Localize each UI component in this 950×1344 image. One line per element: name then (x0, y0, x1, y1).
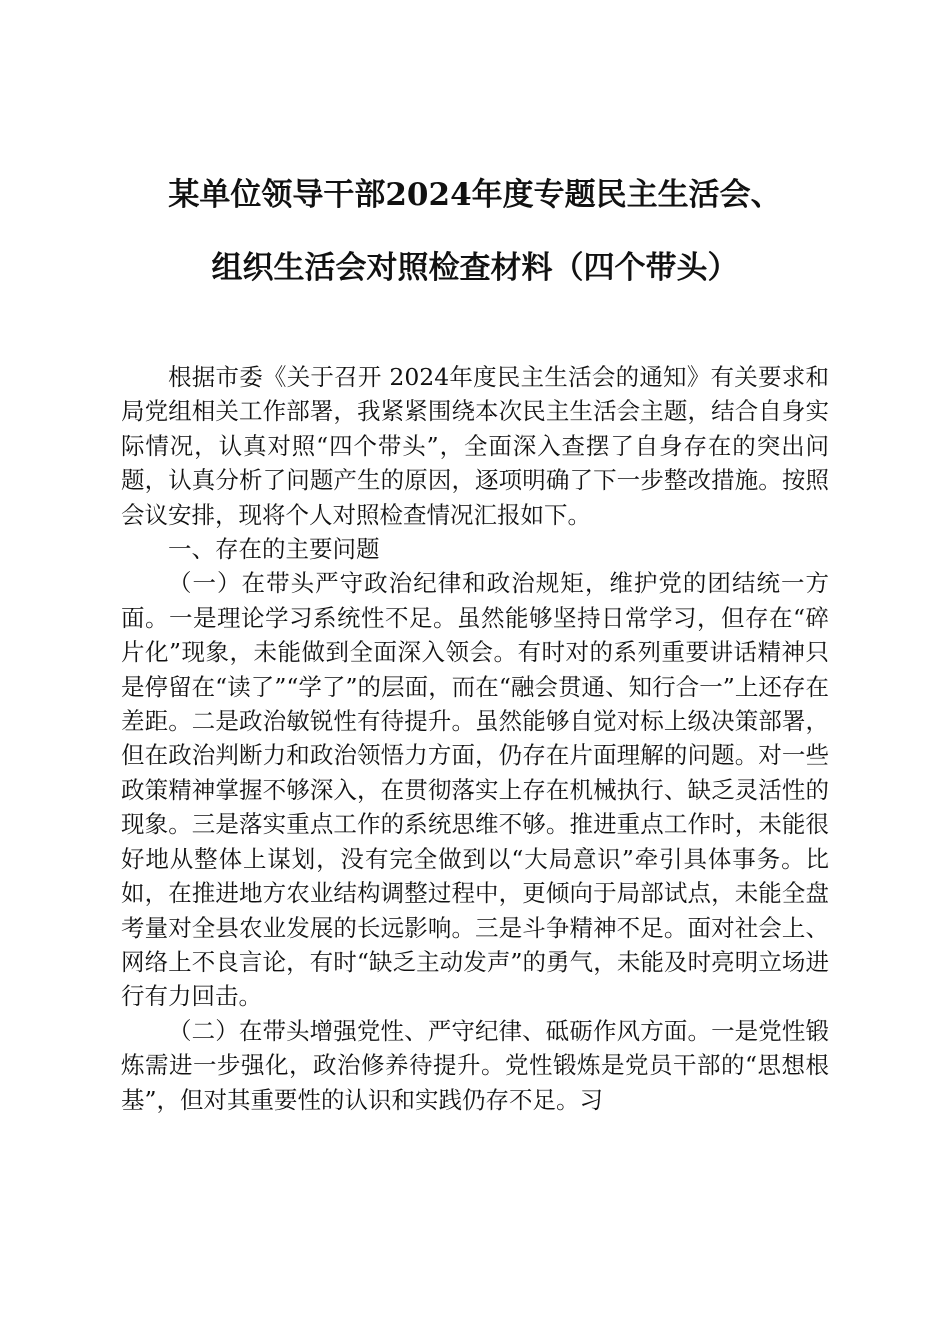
intro-paragraph: 根据市委《关于召开 2024年度民主生活会的通知》有关要求和局党组相关工作部署，我紧紧围绕本次民主生活会主题，结合自身实际情况，认真对照“四个带头”，全面深入查摆了自身存在的突出问题，认真分析了问题产生的原因，逐项明确了下一步整改措施。按照会议安排，现将个人对照检查情况汇报如下。 (121, 363, 829, 529)
subsection-1-paragraph (121, 566, 829, 1013)
subsection-2-text: 一是党性锻炼需进一步强化，政治修养待提升。党性锻炼是党员干部的“思想根基”，但对其重要性的认识和实践仍存不足。习 (121, 1016, 830, 1114)
document-title-line-1: 某单位领导干部2024年度专题民主生活会、 (168, 177, 782, 213)
subsection-1-text: 一是理论学习系统性不足。虽然能够坚持日常学习，但存在“碎片化”现象，未能做到全面深入领会。有时对的系列重要讲话精神只是停留在“读了”“学了”的层面，而在“融会贯通、知行合一”上还存在差距。二是政治敏锐性有待提升。虽然能够自觉对标上级决策部署，但在政治判断力和政治领悟力方面，仍存在片面理解的问题。对一些政策精神掌握不够深入，在贯彻落实上存在机械执行、缺乏灵活性的现象。三是落实重点工作的系统思维不够。推进重点工作时，未能很好地从整体上谋划，没有完全做到以“大局意识”牵引具体事务。比如，在推进地方农业结构调整过程中，更倾向于局部试点，未能全盘考量对全县农业发展的长远影响。三是斗争精神不足。面对社会上、网络上不良言论，有时“缺乏主动发声”的勇气，未能及时亮明立场进行有力回击。 (121, 603, 829, 1011)
subsection-2-paragraph (121, 1014, 829, 1117)
document-body (121, 360, 829, 1117)
subsection-1-lead: （一）在带头严守政治纪律和政治规矩，维护党的团结统一方面。 (121, 569, 829, 632)
document-title-line-2: 组织生活会对照检查材料（四个带头） (211, 250, 739, 286)
subsection-2-lead: （二）在带头增强党性、严守纪律、砥砺作风方面。 (168, 1016, 712, 1045)
section-heading: 一、存在的主要问题 (168, 535, 380, 564)
